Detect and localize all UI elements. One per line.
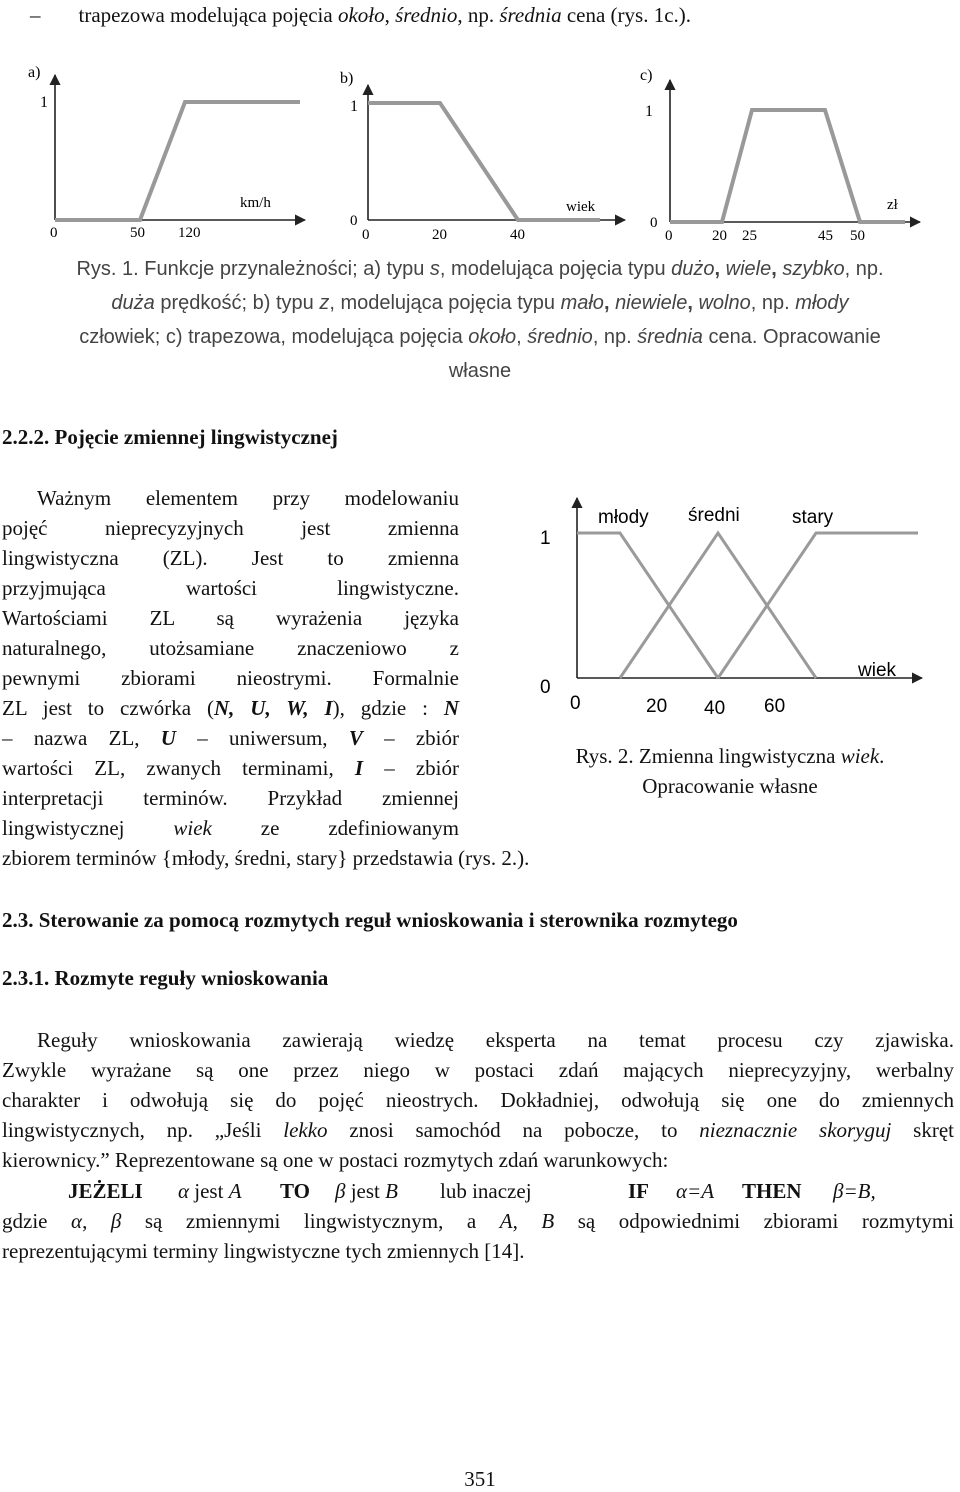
chart-2-zero: 0 <box>540 677 551 698</box>
chart-b <box>340 70 625 243</box>
chart-2-label-stary: stary <box>792 507 834 528</box>
chart-b-unit: wiek <box>566 199 596 215</box>
chart-2-label-sredni: średni <box>688 505 740 526</box>
chart-b-zero: 0 <box>350 213 358 229</box>
chart-a-zero: 0 <box>50 225 58 241</box>
chart-a-unit: km/h <box>240 195 271 211</box>
chart-c-label: c) <box>640 67 653 84</box>
figure-1-caption: Rys. 1. Funkcje przynależności; a) typu s, modelująca pojęcia typu dużo, wiele, szybko, np. duża prędkość; b) typu z, modelująca pojęcia typu mało, niewiele, wolno, np. młody człowiek; c) trapezowa, modelująca pojęcia około, średnio, np. średnia cena. Opracowanie własne <box>76 258 884 382</box>
chart-2-tick-40: 40 <box>704 698 726 719</box>
chart-2-term-sredni <box>620 533 816 678</box>
chart-c-zero: 0 <box>650 215 658 231</box>
chart-b-label: b) <box>340 70 354 87</box>
chart-c-tick-45: 45 <box>818 228 833 244</box>
fuzzy-rule-line: JEŻELI α jest A TO β jest B lub inaczej IF α=A THEN β=B, <box>68 1179 876 1203</box>
bullet-dash: – <box>30 3 41 27</box>
chart-a-tick-120: 120 <box>178 225 201 241</box>
figure-2-linguistic-variable-age <box>520 488 930 728</box>
chart-c-one: 1 <box>645 103 653 120</box>
section-heading-2-2-2: 2.2.2. Pojęcie zmiennej lingwistycznej <box>2 425 338 449</box>
chart-c-tick-0: 0 <box>665 228 673 244</box>
chart-c-unit: zł <box>887 197 898 213</box>
chart-2-label-mlody: młody <box>598 507 649 528</box>
chart-c-tick-25: 25 <box>742 228 757 244</box>
chart-a <box>28 64 305 241</box>
chart-a-tick-50: 50 <box>130 225 145 241</box>
page-number: 351 <box>464 1467 496 1491</box>
paragraph-rule-explanation: gdzie α, β są zmiennymi lingwistycznym, a A, B są odpowiednimi zbiorami rozmytymi reprezentującymi terminy lingwistyczne tych zmiennych [14]. <box>2 1209 955 1263</box>
chart-c-tick-50: 50 <box>850 228 865 244</box>
figure-1-membership-functions <box>0 55 960 250</box>
section-heading-2-3-1: 2.3.1. Rozmyte reguły wnioskowania <box>2 966 329 990</box>
paragraph-linguistic-variable-last-line: zbiorem terminów {młody, średni, stary} przedstawia (rys. 2.). <box>2 846 530 870</box>
bullet-line: – trapezowa modelująca pojęcia około, średnio, np. średnia cena (rys. 1c.). <box>30 3 692 27</box>
chart-2-one: 1 <box>540 528 551 549</box>
chart-c <box>640 67 920 244</box>
chart-b-tick-20: 20 <box>432 227 447 243</box>
chart-c-tick-20: 20 <box>712 228 727 244</box>
chart-a-label: a) <box>28 64 41 81</box>
section-heading-2-3: 2.3. Sterowanie za pomocą rozmytych reguł wnioskowania i sterownika rozmytego <box>2 908 738 932</box>
chart-2-tick-0: 0 <box>570 693 581 714</box>
chart-2-tick-60: 60 <box>764 696 786 717</box>
chart-b-tick-40: 40 <box>510 227 525 243</box>
chart-a-one: 1 <box>40 94 48 111</box>
figure-2-caption: Rys. 2. Zmienna lingwistyczna wiek. Opracowanie własne <box>575 744 885 798</box>
chart-c-curve <box>670 110 905 222</box>
paragraph-inference-rules: Reguły wnioskowania zawierają wiedzę eksperta na temat procesu czy zjawiska. Zwykle wyrażane są one przez niego w postaci zdań mających nieprecyzyjny, werbalny charakter i odwołują się do pojęć nieostrych. Dokładniej, odwołują się one do zmiennych lingwistycznych, np. „Jeśli lekko znosi samochód na pobocze, to nieznacznie skoryguj skręt kierownicy.” Reprezentowane są one w postaci rozmytych zdań warunkowych: <box>2 1028 954 1172</box>
chart-2-term-stary <box>718 533 918 678</box>
chart-2-unit: wiek <box>858 660 897 681</box>
paragraph-linguistic-variable: Ważnym elementem przy modelowaniu pojęć nieprecyzyjnych jest zmienna lingwistyczna (ZL). Jest to zmienna przyjmująca wartości lingwistyczne. Wartościami ZL są wyrażenia języka naturalnego, utożsamiane znaczeniowo z pewnymi zbiorami nieostrymi. Formalnie ZL jest to czwórka (N, U, W, I), gdzie : N – nazwa ZL, U – uniwersum, V – zbiór wartości ZL, zwanych terminami, I – zbiór interpretacji terminów. Przykład zmiennej lingwistycznej wiek ze zdefiniowanym <box>2 486 460 840</box>
chart-2-term-mlody <box>577 533 718 678</box>
chart-b-tick-0: 0 <box>362 227 370 243</box>
chart-b-one: 1 <box>350 98 358 115</box>
chart-2-tick-20: 20 <box>646 696 668 717</box>
